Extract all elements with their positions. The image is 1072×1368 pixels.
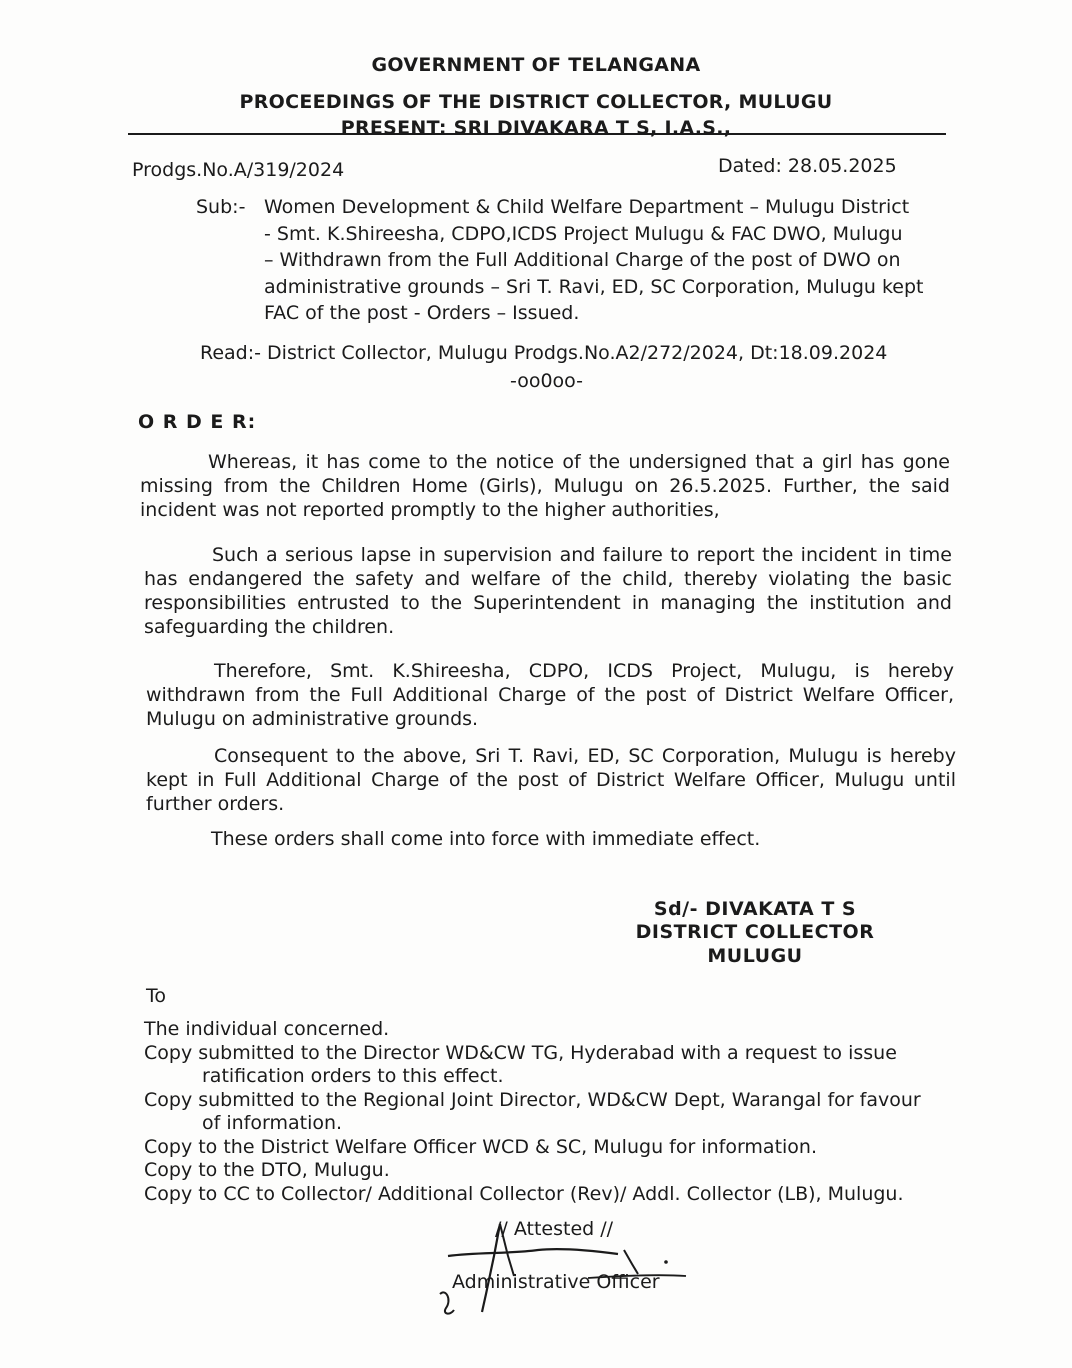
signature-name: Sd/- DIVAKATA T S [653, 898, 857, 920]
administrative-officer-label: Administrative Officer [452, 1271, 660, 1293]
order-paragraph [146, 659, 954, 731]
order-paragraph [144, 543, 952, 639]
government-title: GOVERNMENT OF TELANGANA [371, 54, 701, 76]
subject-block [196, 194, 946, 327]
header-divider [128, 133, 946, 135]
distribution-line: ratification orders to this effect. [202, 1065, 504, 1087]
distribution-line: Copy to CC to Collector/ Additional Collector (Rev)/ Addl. Collector (LB), Mulugu. [144, 1182, 904, 1205]
proceedings-number: Prodgs.No.A/319/2024 [132, 159, 345, 181]
subject-line: - Smt. K.Shireesha, CDPO,ICDS Project Mulugu & FAC DWO, Mulugu [264, 222, 903, 245]
order-paragraph [140, 450, 950, 522]
order-paragraph-text: Such a serious lapse in supervision and failure to report the incident in time has endangered the safety and welfare of the child, thereby violating the basic responsibilities entrusted to the Superintendent in managing the institution and safeguarding the children. [144, 544, 952, 638]
distribution-line: of information. [202, 1112, 343, 1134]
proceedings-title: PROCEEDINGS OF THE DISTRICT COLLECTOR, MULUGU [239, 91, 833, 113]
order-paragraph-text: These orders shall come into force with immediate effect. [211, 828, 761, 850]
distribution-line: Copy to the DTO, Mulugu. [144, 1159, 390, 1181]
order-heading: O R D E R: [138, 411, 257, 433]
order-paragraph-text: Consequent to the above, Sri T. Ravi, ED, SC Corporation, Mulugu is hereby kept in Full Additional Charge of the post of District Welfare Officer, Mulugu until further orders. [146, 745, 956, 815]
order-paragraph [146, 744, 956, 816]
to-label: To [146, 985, 167, 1007]
order-paragraph-text: Whereas, it has come to the notice of the undersigned that a girl has gone missing from the Children Home (Girls), Mulugu on 26.5.2025. Further, the said incident was not reported promptly to the higher authorities, [140, 451, 950, 521]
distribution-list [144, 1018, 964, 1206]
distribution-line: The individual concerned. [144, 1018, 390, 1040]
subject-line: – Withdrawn from the Full Additional Charge of the post of DWO on [264, 249, 901, 271]
separator: -oo0oo- [510, 370, 584, 392]
distribution-line: Copy submitted to the Regional Joint Director, WD&CW Dept, Warangal for favour [144, 1088, 921, 1111]
distribution-line: Copy to the District Welfare Officer WCD & SC, Mulugu for information. [144, 1135, 818, 1158]
subject-line: FAC of the post - Orders – Issued. [264, 302, 580, 324]
present-line: PRESENT: SRI DIVAKARA T S, I.A.S., [340, 117, 732, 139]
distribution-line: Copy submitted to the Director WD&CW TG, Hyderabad with a request to issue [144, 1041, 897, 1064]
subject-line: Women Development & Child Welfare Department – Mulugu District [264, 196, 910, 218]
subject-label: Sub:- [196, 196, 246, 218]
subject-line: administrative grounds – Sri T. Ravi, ED, SC Corporation, Mulugu kept [264, 275, 924, 298]
signature-district: MULUGU [707, 945, 803, 967]
read-reference: Read:- District Collector, Mulugu Prodgs.No.A2/272/2024, Dt:18.09.2024 [200, 342, 888, 364]
order-paragraph-text: Therefore, Smt. K.Shireesha, CDPO, ICDS Project, Mulugu, is hereby withdrawn from the Full Additional Charge of the post of District Welfare Officer, Mulugu on administrative grounds. [146, 660, 954, 730]
attested-label: // Attested // [495, 1218, 614, 1240]
signature-designation: DISTRICT COLLECTOR [635, 921, 875, 943]
proceedings-date: Dated: 28.05.2025 [718, 155, 897, 177]
